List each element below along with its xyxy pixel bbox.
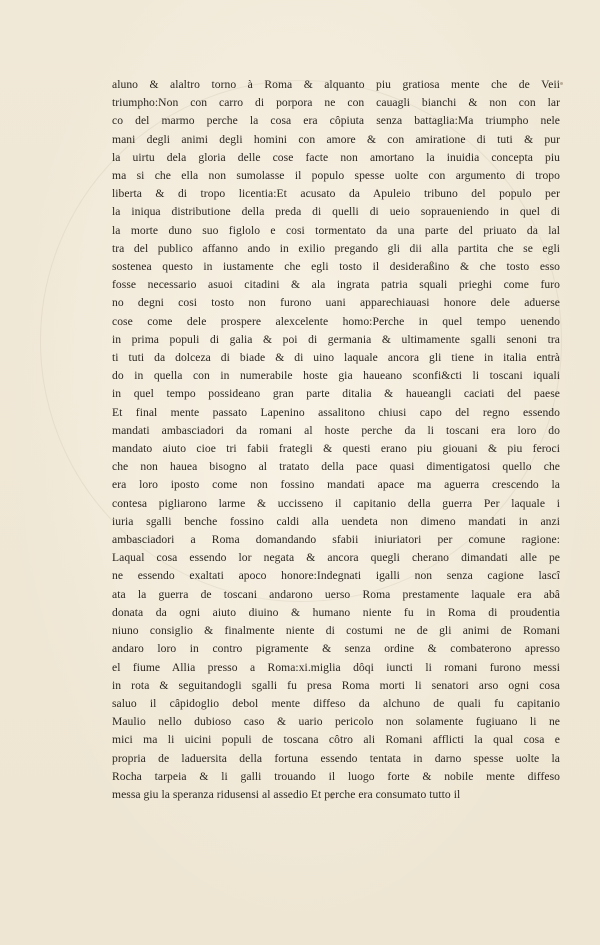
text-line-23: era loro iposto come non fossino mandati apace ma aguerra crescendo la <box>112 478 560 492</box>
text-line-2: triumpho:Non con carro di porpora ne con cauagli bianchi & non con lar <box>112 96 560 110</box>
text-line-10: tra del publico affanno ando in exilio pregando gli dii alla partita che se egli <box>112 241 560 255</box>
text-line-34: in rota & seguitandogli sgalli fu presa Roma morti li senatori arso ogni cosa <box>112 678 560 692</box>
text-line-22: che non hauea bisogno al tratato della pace quasi dimentigatosi quello che <box>112 460 560 474</box>
text-line-13: no degni cosi tosto non furono uani apparechiauasi honore dele aduerse <box>112 296 560 310</box>
text-line-37: mici ma li uicini populi de toscana côtro ali Romani afflicti la qual cosa e <box>112 733 560 747</box>
text-line-11: sostenea questo in iustamente che egli tosto il desideraßino & che tosto esso <box>112 260 560 274</box>
text-line-5: la uirtu dela gloria delle cose facte non amortano la inuidia concepta piu <box>112 150 560 164</box>
text-line-20: mandati ambasciadori da romani al hoste perche da li toscani era loro do <box>112 423 560 437</box>
text-line-39: Rocha tarpeia & li galli trouando il luogo forte & nobile mente diffeso <box>112 769 560 783</box>
text-line-14: cose come dele prospere alexcelente homo:Perche in quel tempo uenendo <box>112 314 560 328</box>
text-line-29: ata la guerra de toscani andarono uerso Roma prestamente laquale era abâ <box>112 587 560 601</box>
text-line-31: niuno consiglio & finalmente niente di costumi ne de gli animi de Romani <box>112 624 560 638</box>
body-text <box>112 76 560 804</box>
text-line-28: ne essendo exaltati apoco honore:Indegnati igalli non senza cagione lascî <box>112 569 560 583</box>
text-line-33: el fiume Allia presso a Roma:xi.miglia dôqi iuncti li romani furono messi <box>112 660 560 674</box>
text-line-27: Laqual cosa essendo lor negata & ancora quegli cherano dimandati alle pe <box>112 551 560 565</box>
text-line-25: iuria sgalli benche fossino caldi alla uendeta non dimeno mandati in anzi <box>112 514 560 528</box>
text-line-17: do in quella con in numerabile hoste gia haueano sconfi&cti li toscani iquali <box>112 369 560 383</box>
text-line-4: mani degli animi degli homini con amore & con amiratione di tuti & pur <box>112 132 560 146</box>
text-line-1: aluno & alaltro torno à Roma & alquanto piu gratiosa mente che de Veii <box>112 78 560 91</box>
text-line-40: messa giu la speranza ridusensi al assedio Et perche era consumato tutto il <box>112 787 461 801</box>
text-line-16: ti tuti da dolceza di biade & di uino laquale ancora gli tiene in italia entrà <box>112 351 560 365</box>
text-line-7: liberta & di tropo licentia:Et acusato da Apuleio tribuno del populo per <box>112 187 560 201</box>
text-line-38: propria de laduersita della fortuna essendo tentata in darno spesse uolte la <box>112 751 560 765</box>
text-line-6: ma si che ella non sumolasse il populo spesse uolte con argumento di tropo <box>112 169 560 183</box>
text-line-32: andaro loro in contro pigramente & senza ordine & combaterono apresso <box>112 642 560 656</box>
text-line-8: la iniqua distributione della preda di quelli di ueio sopraueniendo in quel di <box>112 205 560 219</box>
text-line-26: ambasciadori a Roma domandando sfabii iniuriatori per comune ragione: <box>112 533 560 547</box>
text-line-24: contesa pigliarono larme & uccisseno il capitanio della guerra Per laquale i <box>112 496 560 510</box>
text-line-18: in quel tempo possideano gran parte ditalia & haueangli caciati del paese <box>112 387 560 401</box>
text-line-21: mandato aiuto cioe tri fabii frategli & questi erano piu giouani & piu feroci <box>112 442 560 456</box>
text-line-36: Maulio nello dubioso caso & uario pericolo non solamente fugiuano li ne <box>112 715 560 729</box>
text-line-30: donata da ogni aiuto diuino & humano niente fu in Roma di proudentia <box>112 605 560 619</box>
paper-wormhole <box>560 82 563 85</box>
text-line-9: la morte duno suo figlolo e cosi tormentato da una parte del priuato da lal <box>112 223 560 237</box>
text-line-19: Et final mente passato Lapenino assalitono chiusi capo del regno essendo <box>112 405 560 419</box>
text-line-3: co del marmo perche la cosa era côpiuta senza battaglia:Ma triumpho nele <box>112 114 560 128</box>
text-line-12: fosse necessario asuoi citadini & ala ingrata patria squali prieghi come furo <box>112 278 560 292</box>
paper-wormhole <box>330 795 334 799</box>
text-line-15: in prima populi di galia & poi di germania & ultimamente sgalli senoni tra <box>112 332 560 346</box>
text-line-35: saluo il câpidoglio debol mente diffeso da alchuno de quali fu capitanio <box>112 696 560 710</box>
